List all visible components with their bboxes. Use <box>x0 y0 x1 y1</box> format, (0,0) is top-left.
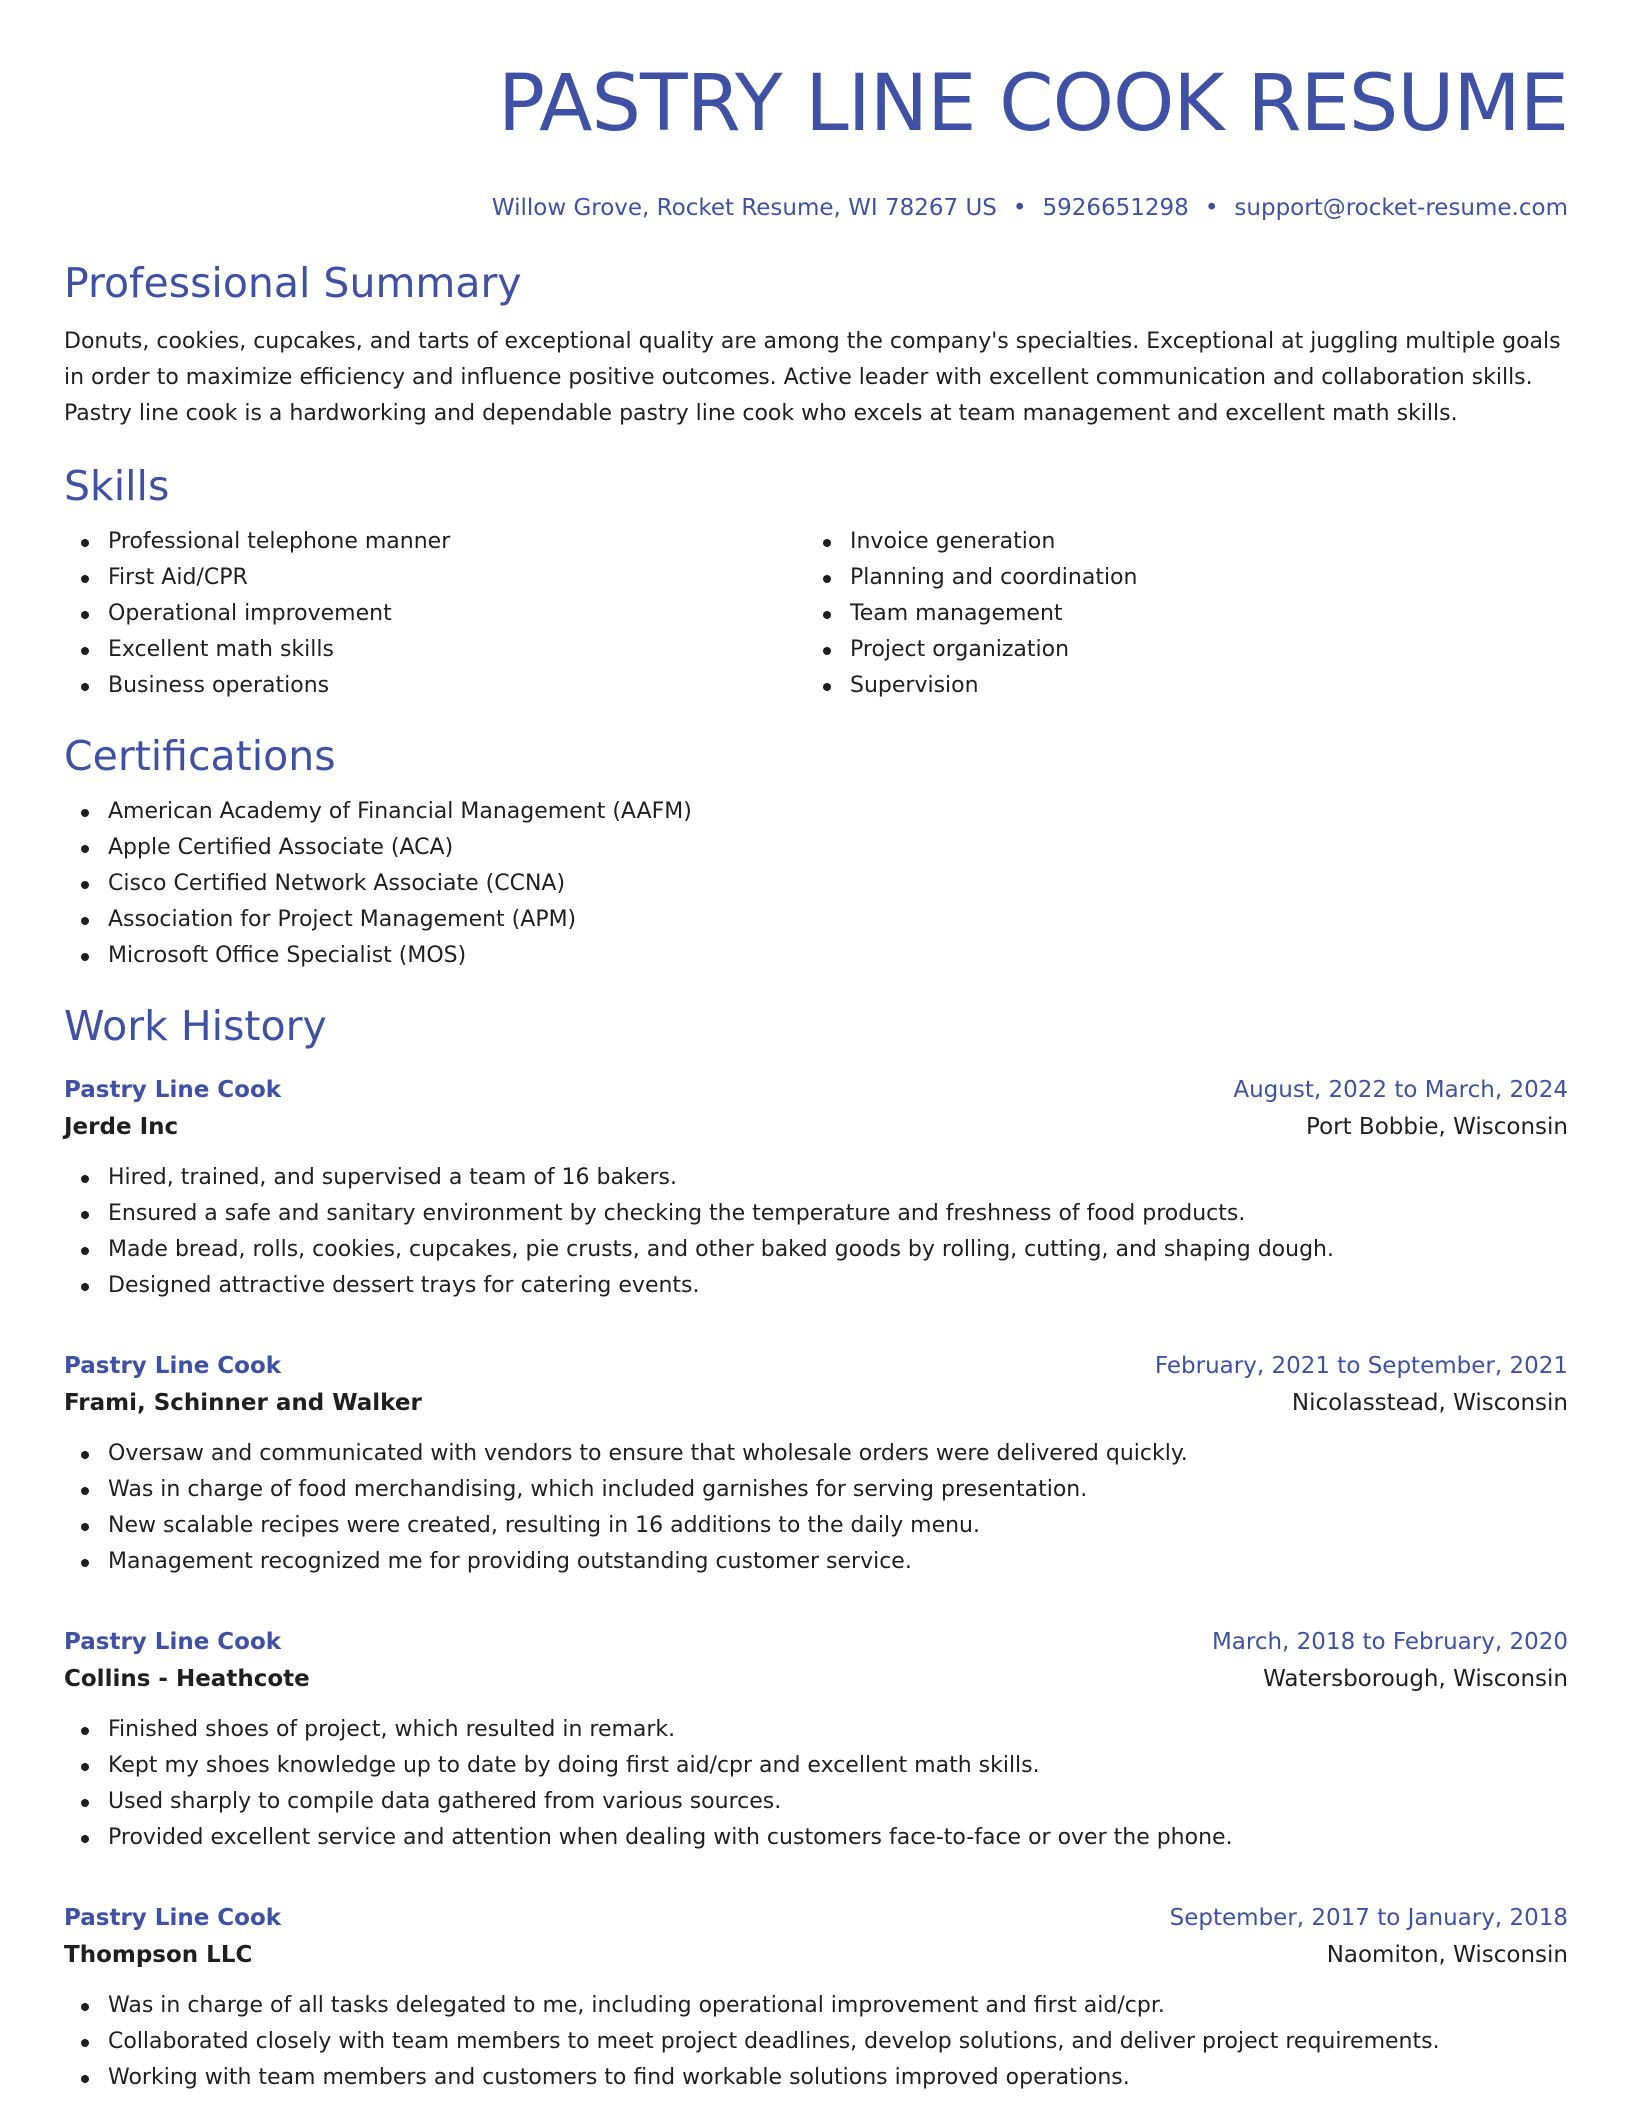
job-location: Naomiton, Wisconsin <box>1326 1942 1568 1968</box>
contact-separator: • <box>1204 195 1219 221</box>
certifications-list <box>64 794 1568 974</box>
job-bullet: New scalable recipes were created, resulting in 16 additions to the daily menu. <box>64 1508 1568 1544</box>
contact-address: Willow Grove, Rocket Resume, WI 78267 US <box>491 195 997 221</box>
certification-item: Apple Certified Associate (ACA) <box>64 830 1568 866</box>
job-bullet: Used sharply to compile data gathered from various sources. <box>64 1784 1568 1820</box>
job-bullet: Designed attractive dessert trays for catering events. <box>64 1268 1568 1304</box>
job-company: Frami, Schinner and Walker <box>64 1390 422 1416</box>
job-dates: August, 2022 to March, 2024 <box>1233 1077 1568 1103</box>
page-title: PASTRY LINE COOK RESUME <box>498 59 1568 149</box>
job-bullet: Finished shoes of project, which resulted in remark. <box>64 1712 1568 1748</box>
job-entry <box>64 1348 1568 1580</box>
job-header-row <box>64 1348 1568 1384</box>
job-bullet: Was in charge of all tasks delegated to me, including operational improvement and first aid/cpr. <box>64 1988 1568 2024</box>
skill-item: Professional telephone manner <box>64 524 806 560</box>
job-entry <box>64 1072 1568 1304</box>
job-bullets <box>64 1436 1568 1580</box>
skill-item: Invoice generation <box>806 524 1548 560</box>
job-bullet: Provided excellent service and attention when dealing with customers face-to-face or over the phone. <box>64 1820 1568 1856</box>
summary-text: Donuts, cookies, cupcakes, and tarts of exceptional quality are among the company's specialties. Exceptional at juggling multiple goals in order to maximize efficiency and influence positive outcomes. Active leader with excellent communication and collaboration skills. Pastry line cook is a hardworking and dependable pastry line cook who excels at team management and excellent math skills. <box>64 329 1561 426</box>
job-location: Port Bobbie, Wisconsin <box>1306 1114 1568 1140</box>
job-company-row <box>64 1936 1568 1974</box>
section-title-summary: Professional Summary <box>64 259 522 307</box>
job-bullets <box>64 1712 1568 1856</box>
contact-email: support@rocket-resume.com <box>1234 195 1568 221</box>
section-title-skills: Skills <box>64 462 170 510</box>
skill-item: Business operations <box>64 668 806 704</box>
job-company: Thompson LLC <box>64 1942 253 1968</box>
job-title: Pastry Line Cook <box>64 1353 282 1379</box>
section-title-work-history: Work History <box>64 1002 327 1050</box>
job-dates: February, 2021 to September, 2021 <box>1154 1353 1568 1379</box>
job-title: Pastry Line Cook <box>64 1629 282 1655</box>
skills-column-right <box>806 524 1548 704</box>
job-header-row <box>64 1900 1568 1936</box>
skill-item: Supervision <box>806 668 1548 704</box>
certification-item: Cisco Certified Network Associate (CCNA) <box>64 866 1568 902</box>
certification-item: Microsoft Office Specialist (MOS) <box>64 938 1568 974</box>
job-bullet: Was in charge of food merchandising, which included garnishes for serving presentation. <box>64 1472 1568 1508</box>
job-bullets <box>64 1988 1568 2096</box>
job-title: Pastry Line Cook <box>64 1905 282 1931</box>
job-bullet: Kept my shoes knowledge up to date by doing first aid/cpr and excellent math skills. <box>64 1748 1568 1784</box>
job-bullet: Collaborated closely with team members to meet project deadlines, develop solutions, and deliver project requirements. <box>64 2024 1568 2060</box>
skill-item: First Aid/CPR <box>64 560 806 596</box>
job-bullets <box>64 1160 1568 1304</box>
job-company-row <box>64 1108 1568 1146</box>
job-bullet: Ensured a safe and sanitary environment by checking the temperature and freshness of food products. <box>64 1196 1568 1232</box>
contact-line <box>64 194 1568 222</box>
job-company-row <box>64 1384 1568 1422</box>
job-company: Collins - Heathcote <box>64 1666 310 1692</box>
skill-item: Excellent math skills <box>64 632 806 668</box>
job-dates: September, 2017 to January, 2018 <box>1169 1905 1568 1931</box>
job-bullet: Hired, trained, and supervised a team of 16 bakers. <box>64 1160 1568 1196</box>
job-bullet: Working with team members and customers to find workable solutions improved operations. <box>64 2060 1568 2096</box>
skill-item: Operational improvement <box>64 596 806 632</box>
job-dates: March, 2018 to February, 2020 <box>1211 1629 1568 1655</box>
job-bullet: Made bread, rolls, cookies, cupcakes, pie crusts, and other baked goods by rolling, cutting, and shaping dough. <box>64 1232 1568 1268</box>
certification-item: American Academy of Financial Management (AAFM) <box>64 794 1568 830</box>
job-location: Watersborough, Wisconsin <box>1263 1666 1568 1692</box>
job-entry <box>64 1900 1568 2096</box>
skill-item: Planning and coordination <box>806 560 1548 596</box>
job-header-row <box>64 1624 1568 1660</box>
job-entry <box>64 1624 1568 1856</box>
certification-item: Association for Project Management (APM) <box>64 902 1568 938</box>
contact-phone: 5926651298 <box>1042 195 1189 221</box>
section-title-certifications: Certifications <box>64 732 336 780</box>
job-bullet: Oversaw and communicated with vendors to ensure that wholesale orders were delivered quickly. <box>64 1436 1568 1472</box>
job-title: Pastry Line Cook <box>64 1077 282 1103</box>
job-bullet: Management recognized me for providing outstanding customer service. <box>64 1544 1568 1580</box>
skill-item: Project organization <box>806 632 1548 668</box>
skills-grid <box>64 524 1568 704</box>
job-company: Jerde Inc <box>64 1114 179 1140</box>
contact-separator: • <box>1012 195 1027 221</box>
skill-item: Team management <box>806 596 1548 632</box>
job-location: Nicolasstead, Wisconsin <box>1291 1390 1568 1416</box>
skills-column-left <box>64 524 806 704</box>
job-company-row <box>64 1660 1568 1698</box>
job-header-row <box>64 1072 1568 1108</box>
